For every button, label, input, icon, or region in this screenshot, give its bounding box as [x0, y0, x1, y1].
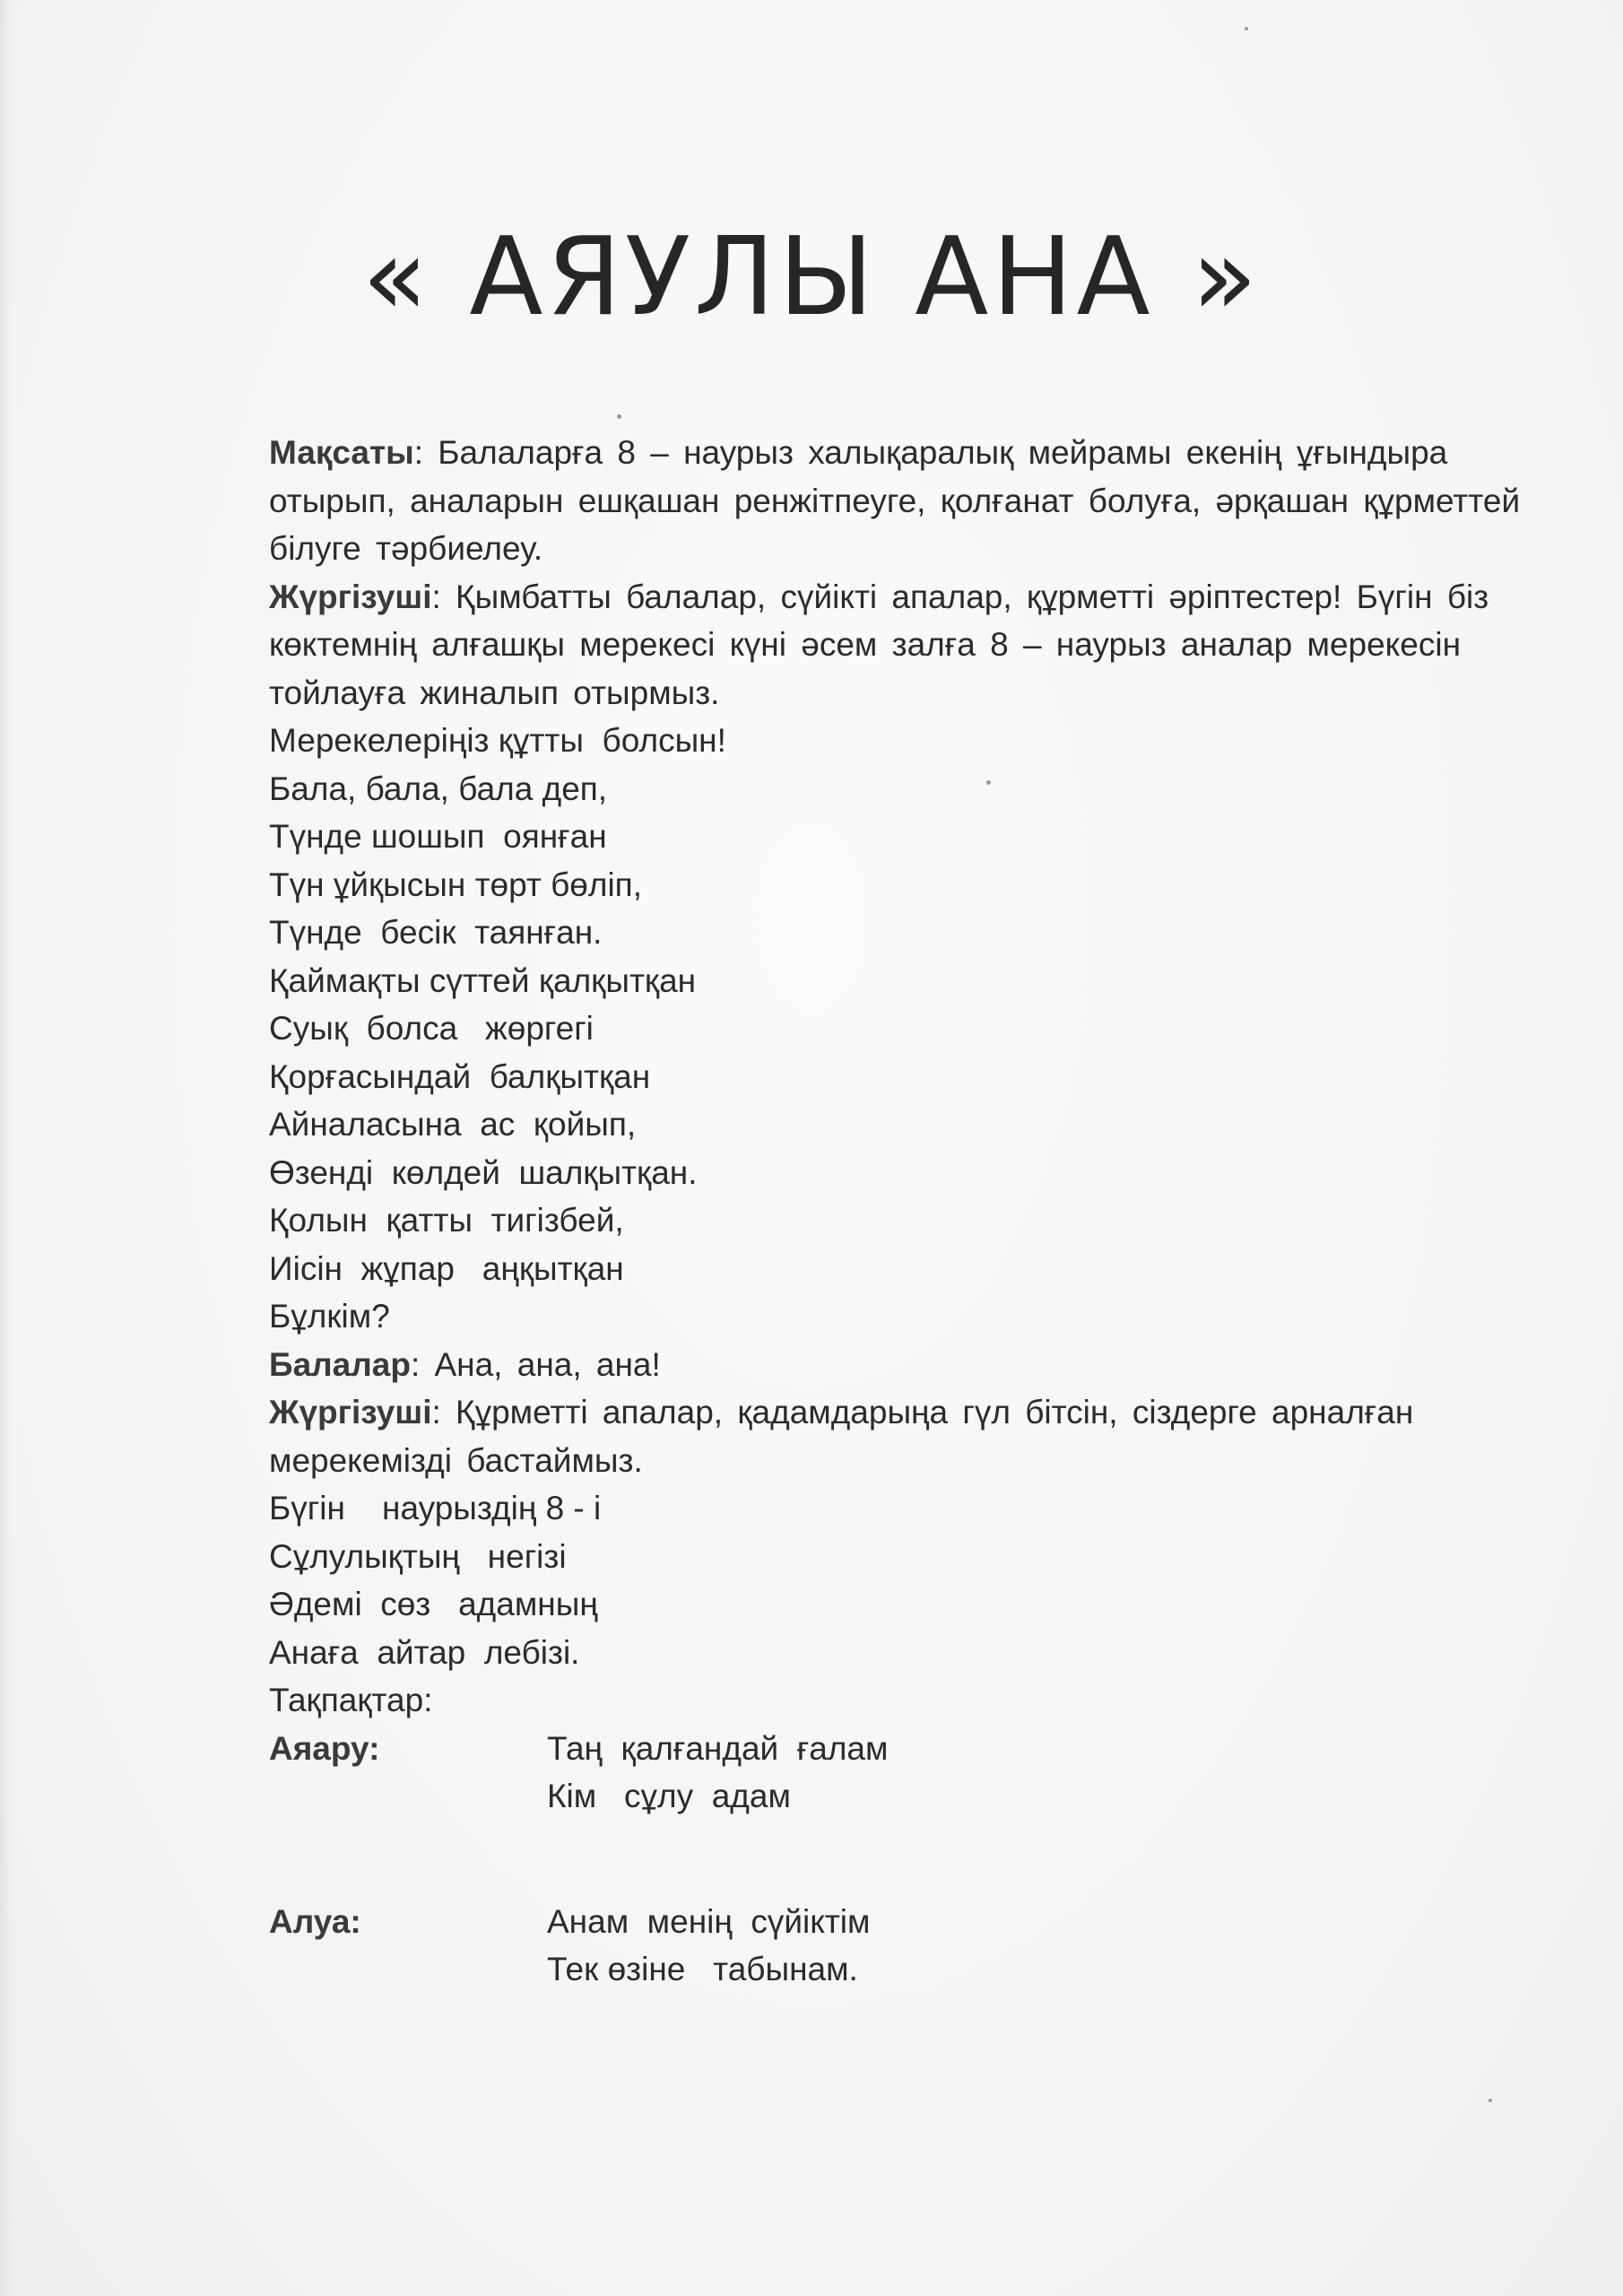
- poem-block-1: [269, 717, 1587, 1341]
- speaker-name: Аяару:: [269, 1729, 380, 1767]
- host-paragraph: [269, 573, 1587, 718]
- dialog-line: Таң қалғандай ғалам: [547, 1729, 889, 1767]
- children-reply: [269, 1341, 1587, 1389]
- scan-speck: [617, 414, 621, 419]
- speaker-lines: [547, 1725, 1587, 1821]
- host-text-2: : Құрметті апалар, қадамдарыңа гүл бітсін, сіздерге арналған мерекемізді бастаймыз.: [269, 1394, 1414, 1479]
- goal-paragraph: [269, 429, 1587, 573]
- dialog-line: Кім сұлу адам: [547, 1778, 791, 1814]
- dialog-ayaru: [269, 1725, 1587, 1821]
- poem-line: Түнде бесік таянған.: [269, 914, 603, 951]
- poem-block-2: [269, 1484, 1587, 1725]
- poem-line: Қолын қатты тигізбей,: [269, 1202, 624, 1239]
- scan-speck: [1488, 2099, 1492, 2102]
- poem-line: Бұлкім?: [269, 1298, 390, 1335]
- poem-line: Анаға айтар лебізі.: [269, 1633, 580, 1671]
- goal-text: : Балаларға 8 – наурыз халықаралық мейрамы екенің ұғындыра отырып, аналарын ешқашан ренжітпеуге, қолғанат болуға, әрқашан құрметтей білуге тәрбиелеу.: [269, 434, 1521, 567]
- spacer: [269, 1821, 1587, 1898]
- poem-line: Түнде шошып оянған: [269, 818, 607, 855]
- scan-speck: [1245, 27, 1248, 30]
- poem-line: Сұлулықтың негізі: [269, 1537, 567, 1575]
- children-label: Балалар: [269, 1345, 411, 1383]
- poem-line: Өзенді көлдей шалқытқан.: [269, 1153, 698, 1191]
- host-label-2: Жүргізуші: [269, 1394, 432, 1431]
- host-label: Жүргізуші: [269, 578, 432, 615]
- poem-line: Суық болса жөргегі: [269, 1010, 594, 1047]
- poem-line: Айналасына ас қойып,: [269, 1106, 637, 1143]
- dialog-alua: [269, 1898, 1587, 1994]
- scan-edge-shadow: [0, 0, 13, 2296]
- poem-line: Түн ұйқысын төрт бөліп,: [269, 865, 642, 903]
- poem-line: Тақпақтар:: [269, 1682, 433, 1718]
- host-text: : Қымбатты балалар, сүйікті апалар, құрметті әріптестер! Бүгін біз көктемнің алғашқы мерекесі күні әсем залға 8 – наурыз аналар мерекесін тойлауға жиналып отырмыз.: [269, 578, 1489, 711]
- poem-line: Қорғасындай балқытқан: [269, 1057, 651, 1095]
- speaker-lines: [547, 1898, 1587, 1994]
- poem-line: Мерекелеріңіз құтты болсын!: [269, 722, 726, 759]
- poem-line: Иісін жұпар аңқытқан: [269, 1249, 624, 1287]
- poem-line: Бүгін наурыздің 8 - і: [269, 1490, 602, 1526]
- dialog-line: Анам менің сүйіктім: [547, 1902, 871, 1940]
- dialog-line: Тек өзіне табынам.: [547, 1951, 858, 1987]
- document-body: [269, 429, 1587, 1994]
- poem-line: Бала, бала, бала деп,: [269, 770, 608, 807]
- poem-line: Әдемі сөз адамның: [269, 1586, 598, 1622]
- page-title: « АЯУЛЫ АНА »: [361, 215, 1262, 340]
- host-paragraph-2: [269, 1388, 1587, 1484]
- speaker-name: Алуа:: [269, 1902, 361, 1940]
- poem-line: Қаймақты сүттей қалқытқан: [269, 961, 697, 999]
- scan-speck: [986, 780, 991, 785]
- goal-label: Мақсаты: [269, 434, 414, 471]
- children-text: : Ана, ана, ана!: [410, 1345, 661, 1383]
